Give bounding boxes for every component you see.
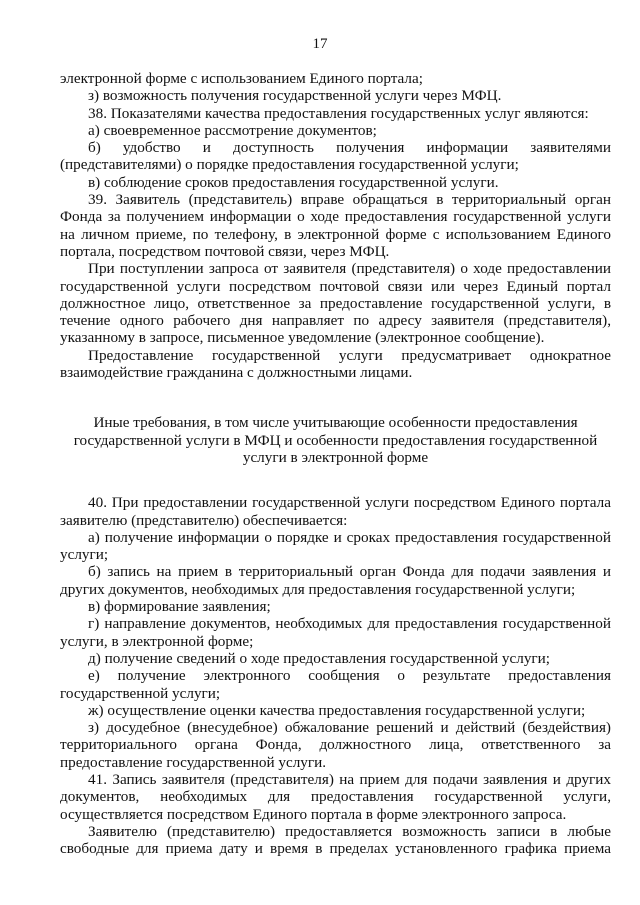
- paragraph: в) формирование заявления;: [88, 598, 271, 616]
- paragraph: При поступлении запроса от заявителя (представителя) о ходе предоставлении государственной услуги посредством почтовой связи или через Единый портал должностное лицо, ответственное за предоставление государственной услуги, в течение одного рабочего дня направляет по адресу заявителя (представителя), указанному в запросе, письменное уведомление (электронное сообщение).: [60, 260, 611, 347]
- document-body: [60, 70, 611, 857]
- paragraph: е) получение электронного сообщения о результате предоставления государственной услуги;: [60, 667, 611, 702]
- paragraph: Заявителю (представителю) предоставляется возможность записи в любые свободные для приема дату и время в пределах установленного графика приема: [60, 822, 611, 858]
- paragraph: г) направление документов, необходимых для предоставления государственной услуги, в электронной форме;: [60, 615, 611, 650]
- paragraph: Предоставление государственной услуги предусматривает однократное взаимодействие гражданина с должностными лицами.: [60, 346, 611, 382]
- paragraph: ж) осуществление оценки качества предоставления государственной услуги;: [88, 701, 586, 719]
- paragraph: 39. Заявитель (представитель) вправе обращаться в территориальный орган Фонда за получением информации о ходе предоставления государственной услуги на личном приеме, по телефону, в электронной форме с использованием Единого портала, посредством почтовой связи, через МФЦ.: [60, 191, 611, 260]
- page-number: 17: [312, 36, 328, 52]
- paragraph: д) получение сведений о ходе предоставления государственной услуги;: [88, 649, 551, 667]
- paragraph: б) удобство и доступность получения информации заявителями (представителями) о порядке предоставления государственной услуги;: [60, 139, 611, 174]
- paragraph: 40. При предоставлении государственной услуги посредством Единого портала заявителю (представителю) обеспечивается:: [60, 494, 611, 529]
- paragraph: в) соблюдение сроков предоставления государственной услуги.: [88, 173, 499, 191]
- paragraph: 41. Запись заявителя (представителя) на прием для подачи заявления и других документов, необходимых для предоставления государственной услуги, осуществляется посредством Единого портала в форме электронного запроса.: [60, 770, 611, 823]
- paragraph: б) запись на прием в территориальный орган Фонда для подачи заявления и других документов, необходимых для предоставления государственной услуги;: [60, 563, 611, 598]
- paragraph: 38. Показателями качества предоставления государственных услуг являются:: [88, 104, 589, 122]
- paragraph: а) своевременное рассмотрение документов;: [88, 121, 377, 139]
- section-heading: Иные требования, в том числе учитывающие особенности предоставления государственной услуги в МФЦ и особенности предоставления государственной услуги в электронной форме: [73, 414, 598, 466]
- paragraph: а) получение информации о порядке и сроках предоставления государственной услуги;: [60, 528, 611, 564]
- paragraph: з) возможность получения государственной услуги через МФЦ.: [88, 87, 502, 105]
- paragraph: з) досудебное (внесудебное) обжалование решений и действий (бездействия) территориального органа Фонда, должностного лица, ответственного за предоставление государственной услуги.: [60, 719, 611, 771]
- paragraph: электронной форме с использованием Единого портала;: [60, 70, 423, 87]
